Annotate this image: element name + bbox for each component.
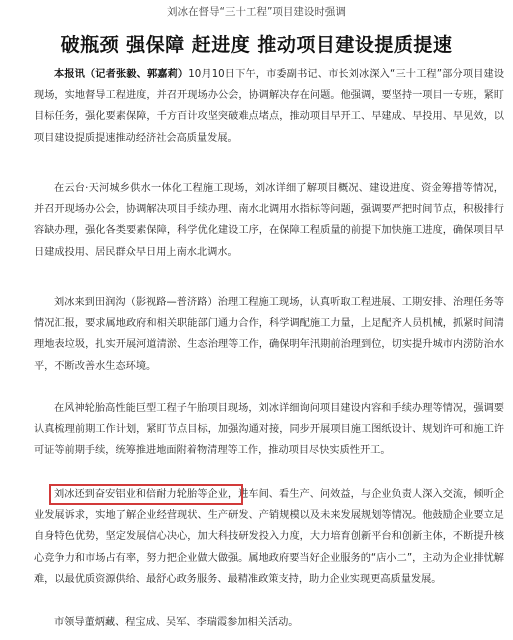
article-subtitle: 刘冰在督导“三十工程”项目建设时强调: [167, 6, 346, 18]
paragraph-river-project: 刘冰来到田润沟（影视路—普济路）治理工程施工现场，认真听取工程进展、工期安排、治理任务等情况汇报，要求属地政府和相关职能部门通力合作，科学调配施工力量，上足配齐人员机械，抓紧时间清理地表垃圾，扎实开展河道清淤、生态治理等工作，确保明年汛期前治理到位，切实提升城市内涝防治水平，不断改善水生态环境。: [34, 297, 504, 372]
paragraph-water-project: 在云台·天河城乡供水一体化工程施工现场，刘冰详细了解项目概况、建设进度、资金筹措等情况，并召开现场办公会，协调解决项目手续办理、南水北调用水指标等问题，强调要严把时间节点，积极排行容缺办理，强化各类要素保障，科学优化建设工序，在保障工程质量的前提下加快施工进度，确保项目早日建成投用、居民群众早日用上南水北调水。: [34, 183, 504, 258]
highlighted-sentence: 刘冰还到奋安铝业和倍耐力轮胎等企业，: [54, 489, 239, 500]
paragraph-tire-project: 在风神轮胎高性能巨型工程子午胎项目现场，刘冰详细询问项目建设内容和手续办理等情况，强调要认真梳理前期工作计划，紧盯节点目标，加强沟通对接，同步开展项目施工图纸设计、规划许可和施工许可证等前期手续，统筹推进地面附着物清理等工作，推动项目尽快实质性开工。: [34, 403, 504, 457]
paragraph-intro: [34, 64, 504, 149]
paragraph-attendees: 市领导董炳藏、程宝成、吴军、李瑞霞参加相关活动。: [54, 617, 299, 628]
byline: 本报讯（记者张毅、郭嘉莉）: [54, 69, 189, 80]
paragraph-enterprise-visit: [34, 484, 504, 590]
paragraph-intro-text: 10月10日下午，市委副书记、市长刘冰深入“三十工程”部分项目建设现场，实地督导工程进度，并召开现场办公会，协调解决存在问题。他强调，要坚持一项目一专班，紧盯目标任务，强化要素保障，千方百计攻坚突破难点堵点，推动项目早开工、早建成、早投用、早见效，以项目建设提质提速推动经济社会高质量发展。: [34, 69, 505, 144]
article-title: 破瓶颈 强保障 赶进度 推动项目建设提质提速: [60, 34, 453, 56]
paragraph-enterprise-text: 进车间、看生产、问效益，与企业负责人深入交流，倾听企业发展诉求，实地了解企业经营现状、生产研发、产销规模以及未来发展规划等情况。他鼓励企业要立足自身特色优势，坚定发展信心决心，加大科技研发投入力度，大力培育创新平台和创新主体，不断提升核心竞争力和市场占有率，努力把企业做大做强。属地政府要当好企业服务的“店小二”，主动为企业排忧解难，以最优质资源供给、最舒心政务服务、最精准政策支持，助力企业实现更高质量发展。: [34, 489, 504, 585]
